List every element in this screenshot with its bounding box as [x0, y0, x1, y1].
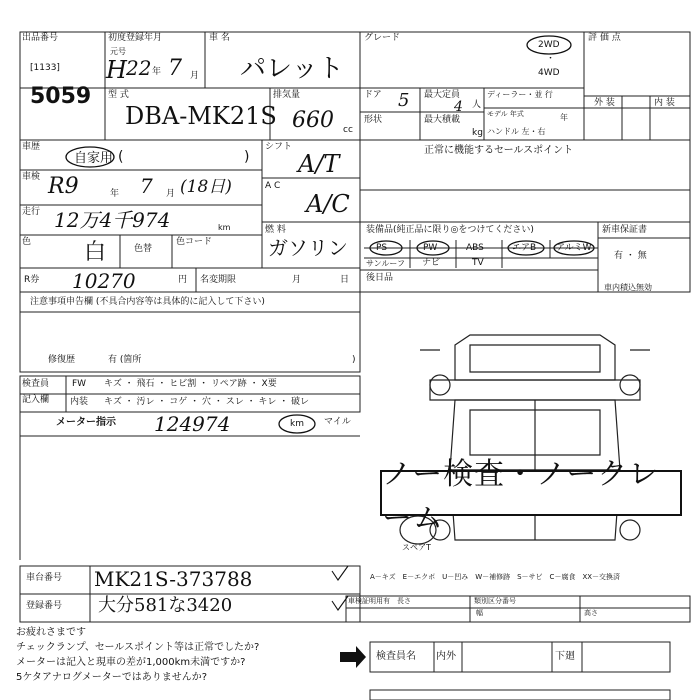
history-paren-open: (: [118, 149, 124, 165]
shape-label: 形状: [364, 115, 383, 125]
repair-close: ): [352, 355, 356, 365]
displacement-value: 660: [292, 108, 334, 133]
ac-label: A C: [265, 181, 281, 191]
name-change-day: 日: [340, 275, 350, 285]
notice-label: 注意事項申告欄 (不具合内容等は具体的に記入して下さい): [30, 297, 265, 307]
meter-value: 124974: [154, 412, 231, 436]
repair-value: 有 (箇所: [108, 355, 142, 365]
chassis-check-mark: [330, 567, 331, 568]
plate-label: 登録番号: [26, 601, 63, 611]
warranty-note: 車内積込無効: [604, 283, 652, 292]
handle-label: ハンドル 左・右: [487, 127, 546, 136]
selling-points-label: 正常に機能するセールスポイント: [424, 145, 574, 156]
history-label: 車歴: [22, 142, 41, 152]
model-value: DBA-MK21S: [125, 102, 277, 130]
color-label: 色: [22, 237, 32, 247]
history-value: 自家用: [74, 151, 114, 166]
rating-label: 評 価 点: [588, 33, 621, 43]
model-year-label: モデル 年式: [487, 110, 524, 118]
meter-km: km: [290, 419, 304, 429]
fuel-label: 燃 料: [265, 225, 286, 235]
exterior-label: 外 装: [594, 98, 615, 108]
inspector-in: 内外: [436, 651, 456, 662]
interior-check-label: 内装: [70, 397, 89, 407]
legend-text: A－キズ E－エクボ U－凹み W－補修跡 S－サビ C－腐食 XX－交換済: [370, 573, 621, 581]
capacity-value: 4: [454, 99, 463, 115]
era-value: H: [106, 56, 127, 84]
month-value: 7: [168, 56, 182, 81]
repair-label: 修復歴: [48, 355, 76, 365]
mileage-label: 走行: [22, 207, 41, 217]
color-code-label: 色替: [134, 244, 153, 254]
fw-items: キズ ・ 飛石 ・ ヒビ割 ・ リペア跡 ・ X要: [104, 379, 277, 389]
name-change-label: 名変期限: [200, 275, 237, 285]
meter-mile: マイル: [324, 417, 351, 427]
aftermarket-label: 後日品: [366, 273, 394, 283]
displacement-unit: cc: [343, 125, 353, 135]
cert-label: 車検証明用有 長さ: [348, 597, 411, 605]
type-cert-label: 類別区分番号: [474, 597, 516, 605]
inspector-label: 検査員: [22, 379, 50, 389]
ac-value: A/C: [306, 190, 350, 218]
equip-alloy: アルミW: [556, 243, 592, 253]
shaken-label: 車検: [22, 172, 41, 182]
recycle-value: 10270: [72, 269, 136, 293]
shaken-month-unit: 月: [166, 189, 176, 199]
color-code2-label: 色コード: [176, 237, 213, 247]
height-label: 高さ: [584, 609, 598, 617]
message-4: 5ケタアナログメーターではありませんか?: [16, 672, 208, 683]
mileage-unit: km: [218, 223, 231, 232]
month-unit: 月: [190, 71, 200, 81]
chassis-value: MK21S-373788: [94, 567, 253, 591]
recycle-label: R券: [24, 275, 40, 285]
lot-number: 5059: [30, 84, 92, 109]
model-label: 型 式: [108, 90, 129, 100]
meter-label: メーター指示: [56, 417, 116, 428]
equip-ps: PS: [376, 243, 388, 253]
dealer-label: ディーラー・並 行: [487, 90, 553, 99]
door-value: 5: [398, 90, 410, 111]
lot-label: 出品番号: [22, 33, 59, 43]
inspector-box-label: 検査員名: [376, 651, 416, 662]
year-unit: 年: [152, 67, 162, 77]
equipment-label: 装備品(純正品に限り◎をつけてください): [366, 225, 534, 235]
year-label: 元号: [110, 47, 126, 56]
recycle-unit: 円: [178, 275, 188, 285]
no-inspection-stamp: ノー検査・ノークレーム: [380, 470, 682, 516]
equip-pw: PW: [423, 243, 438, 253]
equip-airbag: エアB: [512, 243, 537, 253]
name-change-month: 月: [292, 275, 302, 285]
history-paren-close: ): [244, 149, 250, 165]
drive-2wd: 2WD: [538, 40, 560, 50]
width-label: 幅: [476, 609, 483, 617]
shift-value: A/T: [298, 150, 340, 178]
capacity-unit: 人: [472, 100, 482, 110]
max-load-unit: kg: [472, 128, 483, 138]
warranty-value: 有 ・ 無: [614, 251, 647, 261]
capacity-label: 最大定員: [424, 90, 461, 100]
year-value: 22: [126, 56, 152, 80]
lot-code: [1133]: [30, 63, 60, 73]
displacement-label: 排気量: [273, 90, 301, 100]
shaken-month: 7: [140, 174, 153, 198]
spare-label: スペアT: [402, 543, 431, 552]
shaken-year-unit: 年: [110, 189, 120, 199]
shift-label: シフト: [265, 142, 293, 152]
chassis-label: 車台番号: [26, 573, 63, 583]
inspector-label2: 記入欄: [22, 395, 50, 405]
equip-sunroof: サンルーフ: [366, 259, 405, 268]
message-3: メーターは記入と現車の差が1,000km未満ですか?: [16, 657, 246, 668]
drive-4wd: 4WD: [538, 68, 560, 78]
warranty-label: 新車保証書: [602, 225, 648, 235]
shaken-day: (18日): [180, 177, 232, 197]
plate-value: 大分581な3420: [98, 595, 233, 616]
shaken-value: R9: [48, 174, 79, 199]
inspector-lower: 下廻: [555, 651, 575, 662]
interior-items: キズ ・ 汚レ ・ コゲ ・ 穴 ・ スレ ・ キレ ・ 破レ: [104, 397, 310, 407]
car-name-label: 車 名: [209, 33, 230, 43]
equip-navi: ナビ: [422, 258, 441, 268]
door-label: ドア: [364, 90, 382, 100]
color-value: 白: [84, 240, 107, 265]
max-load-label: 最大積載: [424, 115, 461, 125]
mileage-value: 12万4千974: [54, 208, 171, 232]
fw-label: FW: [72, 379, 87, 389]
fuel-value: ガソリン: [268, 236, 348, 260]
interior-label: 内 装: [654, 98, 675, 108]
equip-abs: ABS: [466, 243, 484, 253]
grade-label: グレード: [364, 33, 401, 43]
message-2: チェックランプ、セールスポイント等は正常でしたか?: [16, 642, 260, 653]
equip-tv: TV: [472, 258, 484, 268]
model-year-unit: 年: [560, 113, 568, 122]
drive-dot: ・: [546, 54, 556, 64]
car-name-value: パレット: [240, 54, 344, 84]
message-1: お疲れさまです: [16, 627, 86, 638]
first-reg-label: 初度登録年月: [108, 33, 163, 43]
